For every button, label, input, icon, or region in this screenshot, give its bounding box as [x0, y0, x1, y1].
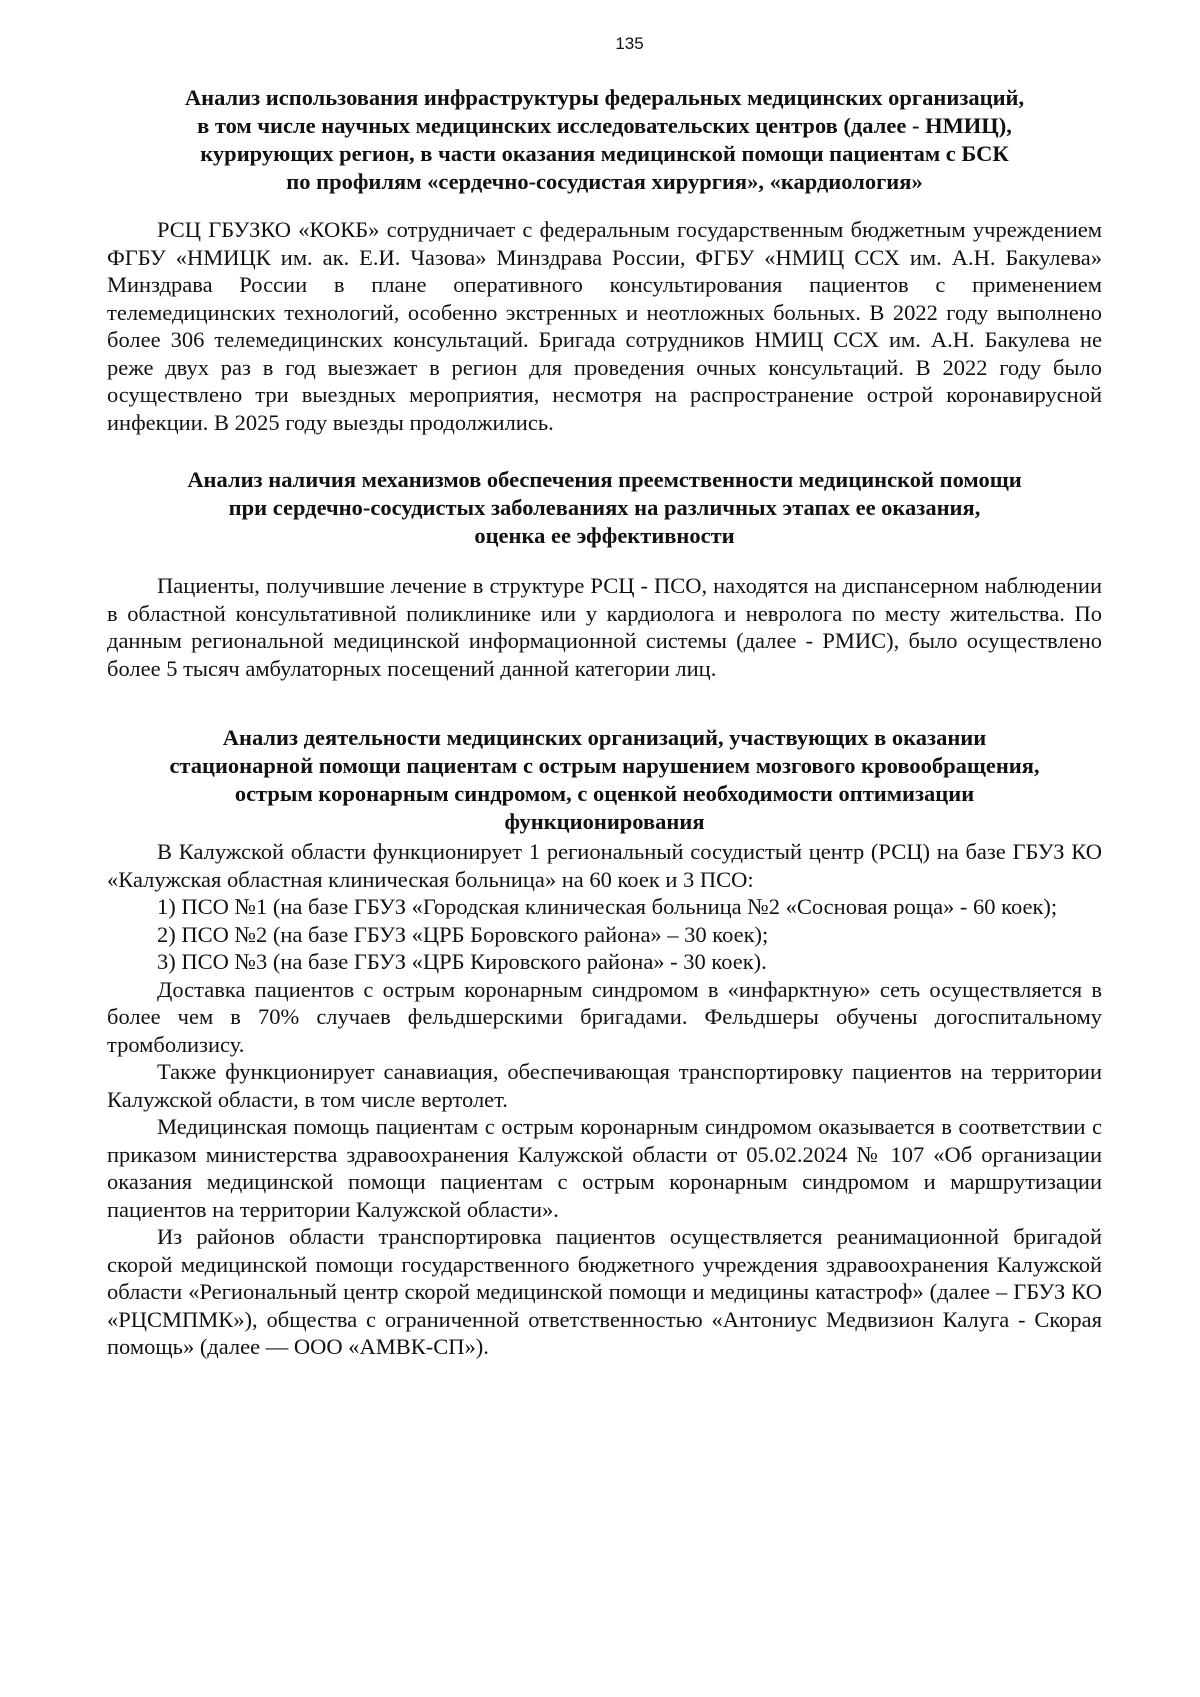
- paragraph: Также функционирует санавиация, обеспечивающая транспортировку пациентов на территории Калужской области, в том числе вертолет.: [107, 1059, 1102, 1112]
- list-item: 1) ПСО №1 (на базе ГБУЗ «Городская клиническая больница №2 «Сосновая роща» - 60 коек);: [157, 894, 1058, 919]
- section-2-body: [107, 572, 1102, 682]
- heading-line: Анализ наличия механизмов обеспечения преемственности медицинской помощи: [187, 467, 1022, 492]
- section-1-body: [107, 216, 1102, 436]
- heading-line: функционирования: [504, 809, 705, 834]
- list-item: 2) ПСО №2 (на базе ГБУЗ «ЦРБ Боровского района» – 30 коек);: [157, 921, 769, 947]
- paragraph: Доставка пациентов с острым коронарным синдромом в «инфарктную» сеть осуществляется в более чем в 70% случаев фельдшерскими бригадами. Фельдшеры обучены догоспитальному тромболизису.: [107, 976, 1102, 1057]
- section-3-body: [107, 838, 1102, 1361]
- heading-line: стационарной помощи пациентам с острым нарушением мозгового кровообращения,: [169, 753, 1040, 778]
- page-number: 135: [615, 34, 644, 53]
- paragraph: Из районов области транспортировка пациентов осуществляется реанимационной бригадой скорой медицинской помощи государственного бюджетного учреждения здравоохранения Калужской области «Региональный центр скорой медицинской помощи и медицины катастроф» (далее – ГБУЗ КО «РЦСМПМК»), общества с ограниченной ответственностью «Антониус Медвизион Калуга - Скорая помощь» (далее — ООО «АМВК-СП»).: [107, 1224, 1102, 1359]
- heading-line: Анализ деятельности медицинских организаций, участвующих в оказании: [222, 725, 987, 750]
- heading-line: по профилям «сердечно-сосудистая хирургия», «кардиология»: [286, 169, 923, 194]
- paragraph: Пациенты, получившие лечение в структуре РСЦ - ПСО, находятся на диспансерном наблюдении в областной консультативной поликлинике или у кардиолога и невролога по месту жительства. По данным региональной медицинской информационной системы (далее - РМИС), было осуществлено более 5 тысяч амбулаторных посещений данной категории лиц.: [107, 573, 1102, 681]
- heading-line: острым коронарным синдромом, с оценкой необходимости оптимизации: [234, 781, 975, 806]
- paragraph: РСЦ ГБУЗКО «КОКБ» сотрудничает с федеральным государственным бюджетным учреждением ФГБУ «НМИЦК им. ак. Е.И. Чазова» Минздрава России, ФГБУ «НМИЦ ССХ им. А.Н. Бакулева» Минздрава России в плане оперативного консультирования пациентов с применением телемедицинских технологий, особенно экстренных и неотложных больных. В 2022 году выполнено более 306 телемедицинских консультаций. Бригада сотрудников НМИЦ ССХ им. А.Н. Бакулева не реже двух раз в год выезжает в регион для проведения очных консультаций. В 2022 году было осуществлено три выездных мероприятия, несмотря на распространение острой коронавирусной инфекции. В 2025 году выезды продолжились.: [107, 217, 1102, 435]
- heading-line: курирующих регион, в части оказания медицинской помощи пациентам с БСК: [200, 141, 1009, 166]
- heading-line: при сердечно-сосудистых заболеваниях на различных этапах ее оказания,: [228, 495, 981, 520]
- section-3-heading: [107, 724, 1102, 836]
- paragraph: Медицинская помощь пациентам с острым коронарным синдромом оказывается в соответствии с приказом министерства здравоохранения Калужской области от 05.02.2024 № 107 «Об организации оказания медицинской помощи пациентам с острым коронарным синдромом и маршрутизации пациентов на территории Калужской области».: [107, 1114, 1102, 1222]
- heading-line: Анализ использования инфраструктуры федеральных медицинских организаций,: [184, 85, 1025, 110]
- section-1-heading: [107, 84, 1102, 196]
- heading-line: оценка ее эффективности: [474, 523, 735, 548]
- list-item: 3) ПСО №3 (на базе ГБУЗ «ЦРБ Кировского района» - 30 коек).: [157, 949, 767, 974]
- paragraph: В Калужской области функционирует 1 региональный сосудистый центр (РСЦ) на базе ГБУЗ КО «Калужская областная клиническая больница» на 60 коек и 3 ПСО:: [107, 839, 1102, 892]
- heading-line: в том числе научных медицинских исследовательских центров (далее - НМИЦ),: [197, 113, 1012, 138]
- section-2-heading: [107, 466, 1102, 550]
